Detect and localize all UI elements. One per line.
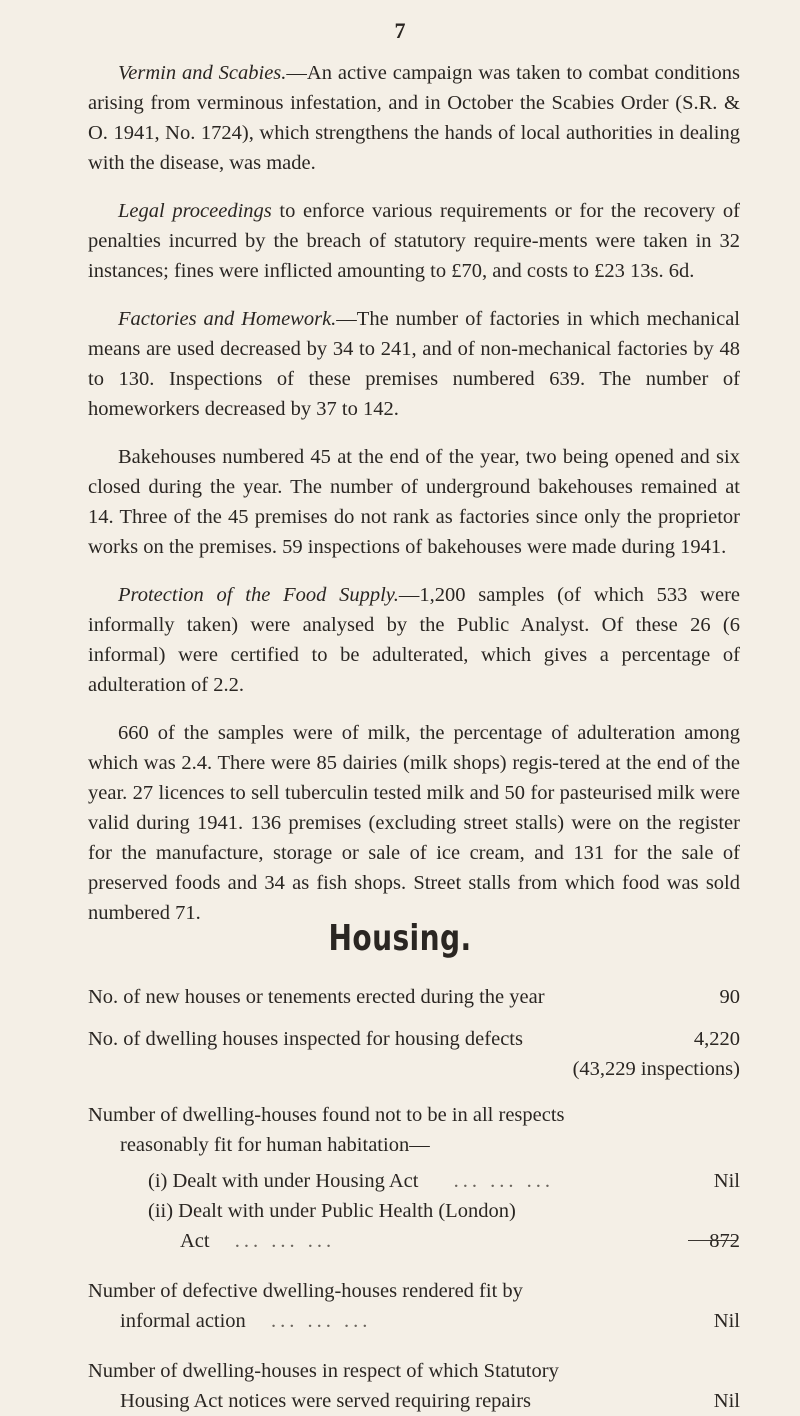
paragraph-text: to enforce various requirements or for the recovery of penalties incurred by the breach of statutory require-ments were taken in 32 instances; fines were inflicted amounting to £70, and costs to £23 13s. 6d.: [88, 200, 740, 282]
paragraph-lead: Protection of the Food Supply.: [118, 584, 399, 606]
new-houses-value: 90: [719, 986, 740, 1008]
paragraph-vermin: [88, 58, 740, 178]
unfit-label: [88, 1100, 740, 1160]
housing-act-text: (i) Dealt with under Housing Act: [148, 1170, 419, 1192]
informal-label: Number of defective dwelling-houses rendered fit by: [88, 1280, 523, 1302]
public-health-act-text: Act: [180, 1230, 210, 1252]
housing-table: [88, 982, 740, 1416]
leader-dots: ... ... ...: [453, 1170, 554, 1192]
table-row: [88, 1054, 740, 1084]
paragraph-lead: Factories and Homework.: [118, 308, 337, 330]
inspected-value: 4,220: [693, 1028, 740, 1050]
table-row: [88, 1306, 740, 1336]
sum-rule: [688, 1240, 736, 1241]
paragraph-legal: [88, 196, 740, 286]
leader-dots: ... ... ...: [270, 1310, 372, 1332]
table-row: [88, 1024, 740, 1054]
paragraph-text: 660 of the samples were of milk, the percentage of adulteration among which was 2.4. There were 85 dairies (milk shops) regis-tered at the end of the year. 27 licences to sell tuberculin tested milk and 50 for pasteurised milk were valid during 1941. 136 premises (excluding street stalls) were on the register for the manufacture, storage or sale of ice cream, and 131 for the sale of preserved foods and 34 as fish shops. Street stalls from which food was sold numbered 71.: [88, 722, 740, 924]
paragraph-food-supply: [88, 580, 740, 700]
paragraph-text: —The number of factories in which mechanical means are used decreased by 34 to 241, and of non-mechanical factories by 48 to 130. Inspections of these premises numbered 639. The number of homeworkers decreased by 37 to 142.: [88, 308, 740, 420]
paragraph-lead: Legal proceedings: [118, 200, 272, 222]
public-health-label: (ii) Dealt with under Public Health (London): [148, 1200, 516, 1222]
table-row: [88, 1166, 740, 1196]
paragraph-text: —An active campaign was taken to combat conditions arising from verminous infestation, and in October the Scabies Order (S.R. & O. 1941, No. 1724), which strengthens the hands of local authorities in dealing with the disease, was made.: [88, 62, 741, 174]
public-health-value: 872: [709, 1230, 740, 1252]
paragraph-bakehouses: [88, 442, 740, 562]
unfit-label-line: reasonably fit for human habitation—: [120, 1134, 430, 1156]
leader-dots: ... ... ...: [234, 1230, 336, 1252]
paragraph-factories: [88, 304, 740, 424]
unfit-label-line: Number of dwelling-houses found not to be in all respects: [88, 1104, 565, 1126]
statutory-notices-label: Housing Act notices were served requiring repairs: [120, 1390, 532, 1412]
new-houses-label: No. of new houses or tenements erected during the year: [88, 986, 545, 1008]
statutory-label: Number of dwelling-houses in respect of which Statutory: [88, 1360, 559, 1382]
inspections-note: (43,229 inspections): [572, 1058, 740, 1080]
public-health-act-label: [180, 1226, 620, 1256]
page-number: 7: [394, 18, 406, 43]
paragraph-milk: [88, 718, 740, 928]
table-row: [88, 982, 740, 1012]
statutory-value: Nil: [713, 1390, 740, 1412]
housing-act-value: Nil: [713, 1170, 740, 1192]
housing-act-label: [148, 1166, 620, 1196]
paragraph-text: —1,200 samples (of which 533 were informally taken) were analysed by the Public Analyst. Of these 26 (6 informal) were certified to be adulterated, which gives a percentage of adulteration of 2.2.: [88, 584, 740, 696]
paragraph-lead: Vermin and Scabies.: [118, 62, 287, 84]
table-row: [88, 1226, 740, 1256]
informal-value: Nil: [713, 1310, 740, 1332]
inspected-label: No. of dwelling houses inspected for housing defects: [88, 1028, 523, 1050]
paragraph-text: Bakehouses numbered 45 at the end of the year, two being opened and six closed during the year. The number of underground bakehouses remained at 14. Three of the 45 premises do not rank as factories since only the proprietor works on the premises. 59 inspections of bakehouses were made during 1941.: [88, 446, 740, 558]
report-body: [88, 58, 740, 946]
table-row: [88, 1386, 740, 1416]
informal-action-label: [120, 1306, 620, 1336]
informal-action-text: informal action: [120, 1310, 246, 1332]
housing-heading: Housing.: [328, 918, 472, 959]
